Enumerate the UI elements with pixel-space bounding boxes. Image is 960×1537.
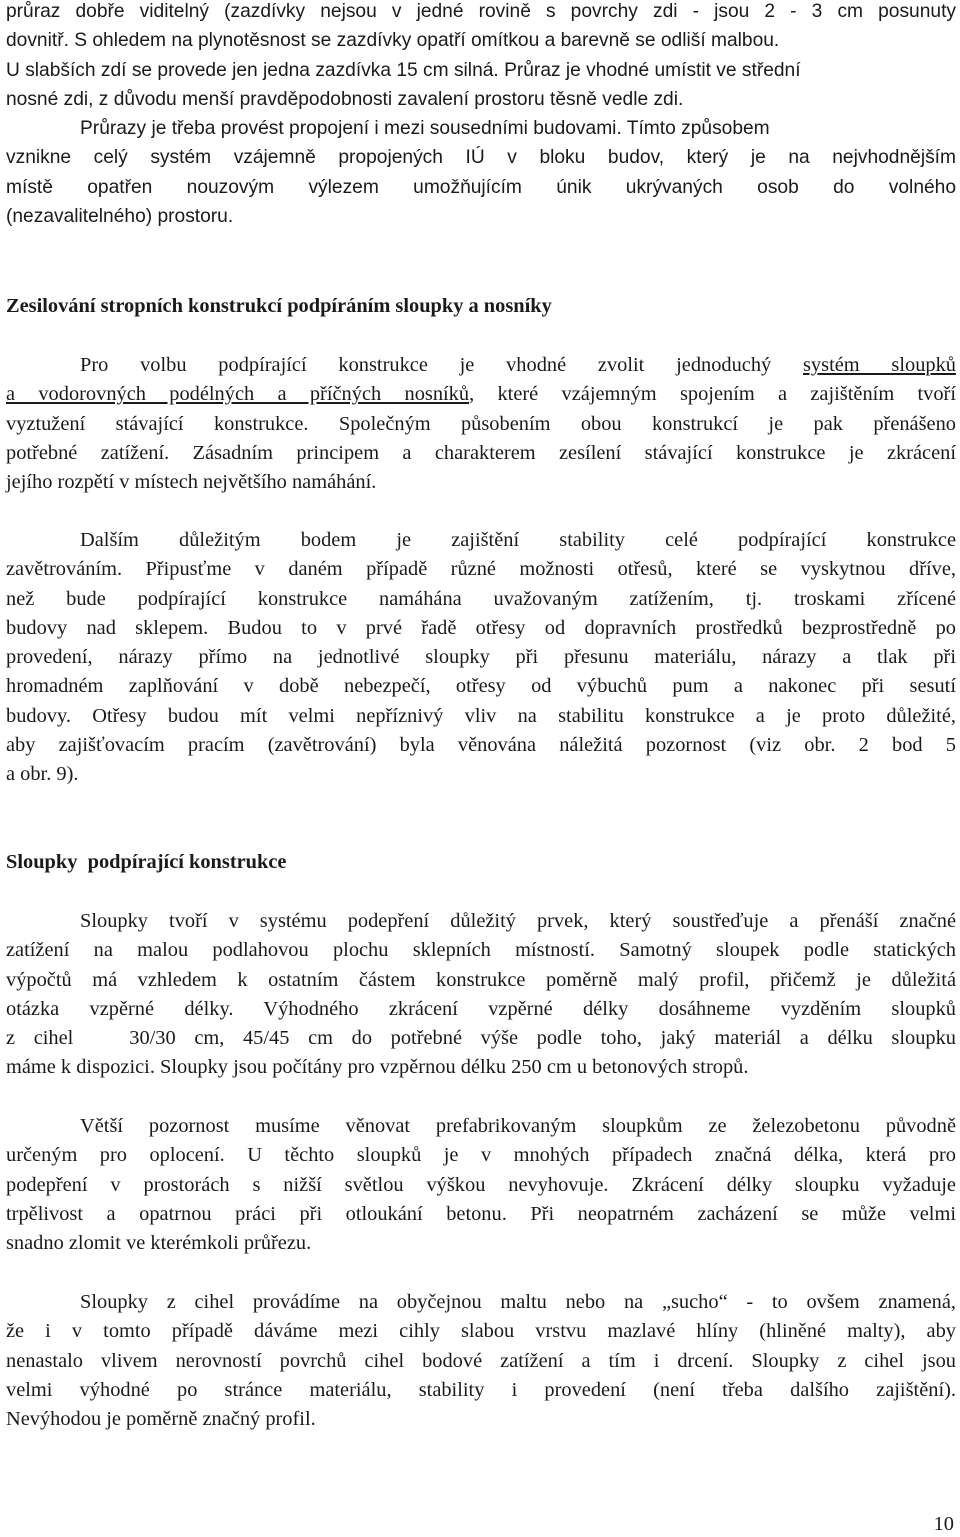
text-line: U slabších zdí se provede jen jedna zazdívka 15 cm silná. Průraz je vhodné umístit ve střední bbox=[6, 59, 801, 81]
text-line: nenastalo vlivem nerovností povrchů cihel bodové zatížení a tím i drcení. Sloupky z cihel jsou bbox=[6, 1349, 956, 1372]
text-line: že i v tomto případě dáváme mezi cihly slabou vrstvu mazlavé hlíny (hliněné malty), aby bbox=[6, 1320, 956, 1343]
text-line: průraz dobře viditelný (zazdívky nejsou v jedné rovině s povrchy zdi - jsou 2 - 3 cm posunuty bbox=[6, 1, 956, 22]
paragraph bbox=[6, 351, 956, 497]
text-line: podepření v prostorách s nižší světlou výškou nevyhovuje. Zkrácení délky sloupku vyžaduje bbox=[6, 1173, 956, 1196]
page-number: 10 bbox=[933, 1513, 954, 1535]
text-line: Dalším důležitým bodem je zajištění stability celé podpírající konstrukce bbox=[80, 529, 956, 551]
text-line: provedení, nárazy přímo na jednotlivé sloupky při přesunu materiálu, nárazy a tlak při bbox=[6, 646, 956, 669]
text-line bbox=[6, 351, 956, 380]
text-line: snadno zlomit ve kterémkoli průřezu. bbox=[6, 1232, 312, 1255]
text-line: vznikne celý systém vzájemně propojených IÚ v bloku budov, který je na nejvhodnějším bbox=[6, 147, 956, 169]
text-line: dovnitř. S ohledem na plynotěsnost se zazdívky opatří omítkou a barevně se odliší malbou. bbox=[6, 30, 780, 52]
text-line: výpočtů má vzhledem k ostatním částem konstrukce poměrně malý profil, přičemž je důležitá bbox=[6, 968, 956, 991]
section-heading: Zesilování stropních konstrukcí podpíráním sloupky a nosníky bbox=[6, 295, 552, 317]
paragraph bbox=[6, 1112, 956, 1258]
text-line: budovy. Otřesy budou mít velmi nepříznivý vliv na stabilitu konstrukce a je proto důležité, bbox=[6, 704, 956, 727]
text-line: místě opatřen nouzovým výlezem umožňujícím únik ukrývaných osob do volného bbox=[6, 176, 956, 198]
text-line: zavětrováním. Připusťme v daném případě různé možnosti otřesů, které se vyskytnou dříve, bbox=[6, 558, 956, 581]
text-span: , které vzájemným spojením a zajištěním tvoří bbox=[469, 383, 956, 406]
text-line: Nevýhodou je poměrně značný profil. bbox=[6, 1408, 316, 1431]
paragraph bbox=[6, 526, 956, 790]
text-line: Větší pozornost musíme věnovat prefabrikovaným sloupkům ze železobetonu původně bbox=[80, 1115, 956, 1137]
text-line: nosné zdi, z důvodu menší pravděpodobnosti zavalení prostoru těsně vedle zdi. bbox=[6, 88, 684, 110]
text-line: Průrazy je třeba provést propojení i mezi sousedními budovami. Tímto způsobem bbox=[80, 118, 770, 140]
text-line: otázka vzpěrné délky. Výhodného zkrácení vzpěrné délky dosáhneme vyzděním sloupků bbox=[6, 997, 956, 1020]
text-line: hromadném zaplňování v době nebezpečí, otřesy od výbuchů pum a nakonec při sesutí bbox=[6, 675, 956, 698]
text-line: aby zajišťovacím pracím (zavětrování) byla věnována náležitá pozornost (viz obr. 2 bod 5 bbox=[6, 734, 956, 757]
text-line: Sloupky z cihel provádíme na obyčejnou maltu nebo na „sucho“ - to ovšem znamená, bbox=[80, 1291, 956, 1313]
text-line: jejího rozpětí v místech největšího namáhání. bbox=[6, 471, 377, 494]
text-line: zatížení na malou podlahovou plochu sklepních místností. Samotný sloupek podle statických bbox=[6, 939, 956, 962]
section-heading: Sloupky podpírající konstrukce bbox=[6, 851, 287, 873]
text-line bbox=[6, 380, 956, 409]
text-line: vyztužení stávající konstrukce. Společným působením obou konstrukcí je pak přenášeno bbox=[6, 412, 956, 435]
text-line: a obr. 9). bbox=[6, 763, 79, 786]
top-paragraph bbox=[6, 0, 956, 231]
text-line: než bude podpírající konstrukce namáhána uvažovaným zatížením, tj. troskami zřícené bbox=[6, 587, 956, 610]
text-line: budovy nad sklepem. Budou to v prvé řadě otřesy od dopravních prostředků bezprostředně po bbox=[6, 616, 956, 639]
paragraph bbox=[6, 1288, 956, 1434]
text-line: máme k dispozici. Sloupky jsou počítány pro vzpěrnou délku 250 cm u betonových stropů. bbox=[6, 1056, 749, 1079]
text-line: z cihel 30/30 cm, 45/45 cm do potřebné výše podle toho, jaký materiál a délku sloupku bbox=[6, 1027, 956, 1050]
text-line: trpělivost a opatrnou práci při otloukání betonu. Při neopatrném zacházení se může velmi bbox=[6, 1202, 956, 1225]
text-line: velmi výhodné po stránce materiálu, stability i provedení (není třeba dalšího zajištění). bbox=[6, 1378, 956, 1401]
text-line: potřebné zatížení. Zásadním principem a charakterem zesílení stávající konstrukce je zkrácení bbox=[6, 441, 956, 464]
text-line: určeným pro oplocení. U těchto sloupků je v mnohých případech značná délka, která pro bbox=[6, 1144, 956, 1167]
underlined-text: systém sloupků bbox=[803, 354, 956, 376]
text-line: (nezavalitelného) prostoru. bbox=[6, 206, 234, 228]
text-line: Sloupky tvoří v systému podepření důležitý prvek, který soustřeďuje a přenáší značné bbox=[80, 910, 956, 932]
paragraph bbox=[6, 907, 956, 1083]
underlined-text: a vodorovných podélných a příčných nosníků bbox=[6, 383, 470, 406]
text-span: Pro volbu podpírající konstrukce je vhodné zvolit jednoduchý bbox=[80, 354, 803, 376]
